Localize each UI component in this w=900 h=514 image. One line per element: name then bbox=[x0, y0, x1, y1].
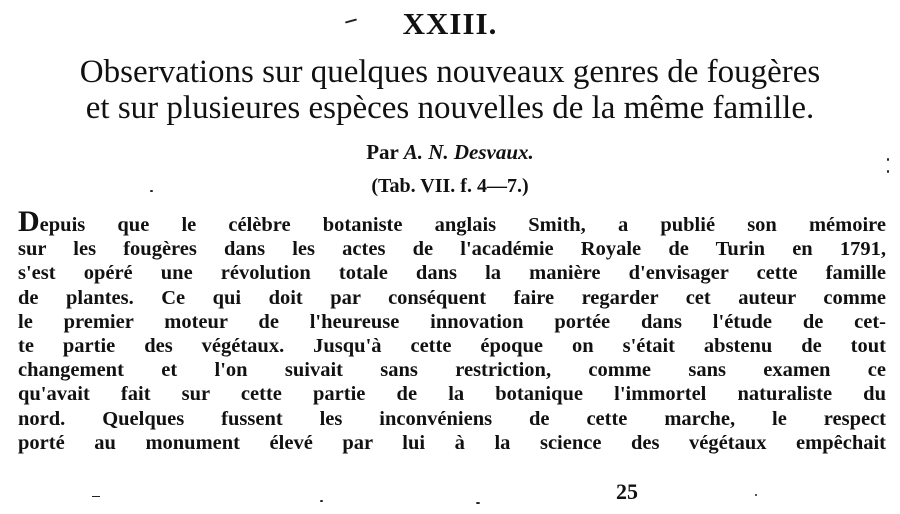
body-line-1-text: epuis que le célèbre botaniste anglais Smith, a publié son mémoire bbox=[39, 214, 886, 236]
scan-speck bbox=[320, 500, 323, 502]
byline-prefix: Par bbox=[366, 140, 399, 164]
page-number: 25 bbox=[616, 479, 638, 504]
scan-speck bbox=[755, 494, 757, 496]
body-line-5: le premier moteur de l'heureuse innovation portée dans l'étude de cet- bbox=[18, 310, 886, 333]
article-title bbox=[0, 54, 900, 126]
scan-speck bbox=[150, 190, 153, 192]
body-line-6: te partie des végétaux. Jusqu'à cette époque on s'était abstenu de tout bbox=[18, 335, 886, 358]
body-line-10: porté au monument élevé par lui à la science des végétaux empêchait bbox=[18, 431, 886, 454]
body-line-2: sur les fougères dans les actes de l'académie Royale de Turin en 1791, bbox=[18, 238, 886, 261]
body-line-3: s'est opéré une révolution totale dans la manière d'envisager cette famille bbox=[18, 262, 886, 285]
body-line-1 bbox=[18, 205, 886, 238]
plate-reference: (Tab. VII. f. 4—7.) bbox=[371, 175, 529, 197]
body-line-7: changement et l'on suivait sans restriction, comme sans examen ce bbox=[18, 359, 886, 382]
scan-speck bbox=[887, 170, 889, 173]
chapter-number: XXIII. bbox=[402, 6, 498, 41]
scan-speck bbox=[92, 496, 100, 497]
scan-speck bbox=[476, 502, 480, 504]
author-name: A. N. Desvaux. bbox=[403, 140, 534, 164]
title-line-2: et sur plusieures espèces nouvelles de la même famille. bbox=[85, 90, 815, 126]
drop-cap: D bbox=[18, 205, 40, 238]
body-line-4: de plantes. Ce qui doit par conséquent faire regarder cet auteur comme bbox=[18, 286, 886, 309]
body-line-8: qu'avait fait sur cette partie de la botanique l'immortel naturaliste du bbox=[18, 383, 886, 406]
body-paragraph bbox=[18, 205, 886, 455]
body-line-9: nord. Quelques fussent les inconvéniens de cette marche, le respect bbox=[18, 407, 886, 430]
title-line-1: Observations sur quelques nouveaux genres de fougères bbox=[79, 54, 821, 90]
scan-speck bbox=[887, 158, 889, 161]
byline bbox=[0, 139, 900, 165]
